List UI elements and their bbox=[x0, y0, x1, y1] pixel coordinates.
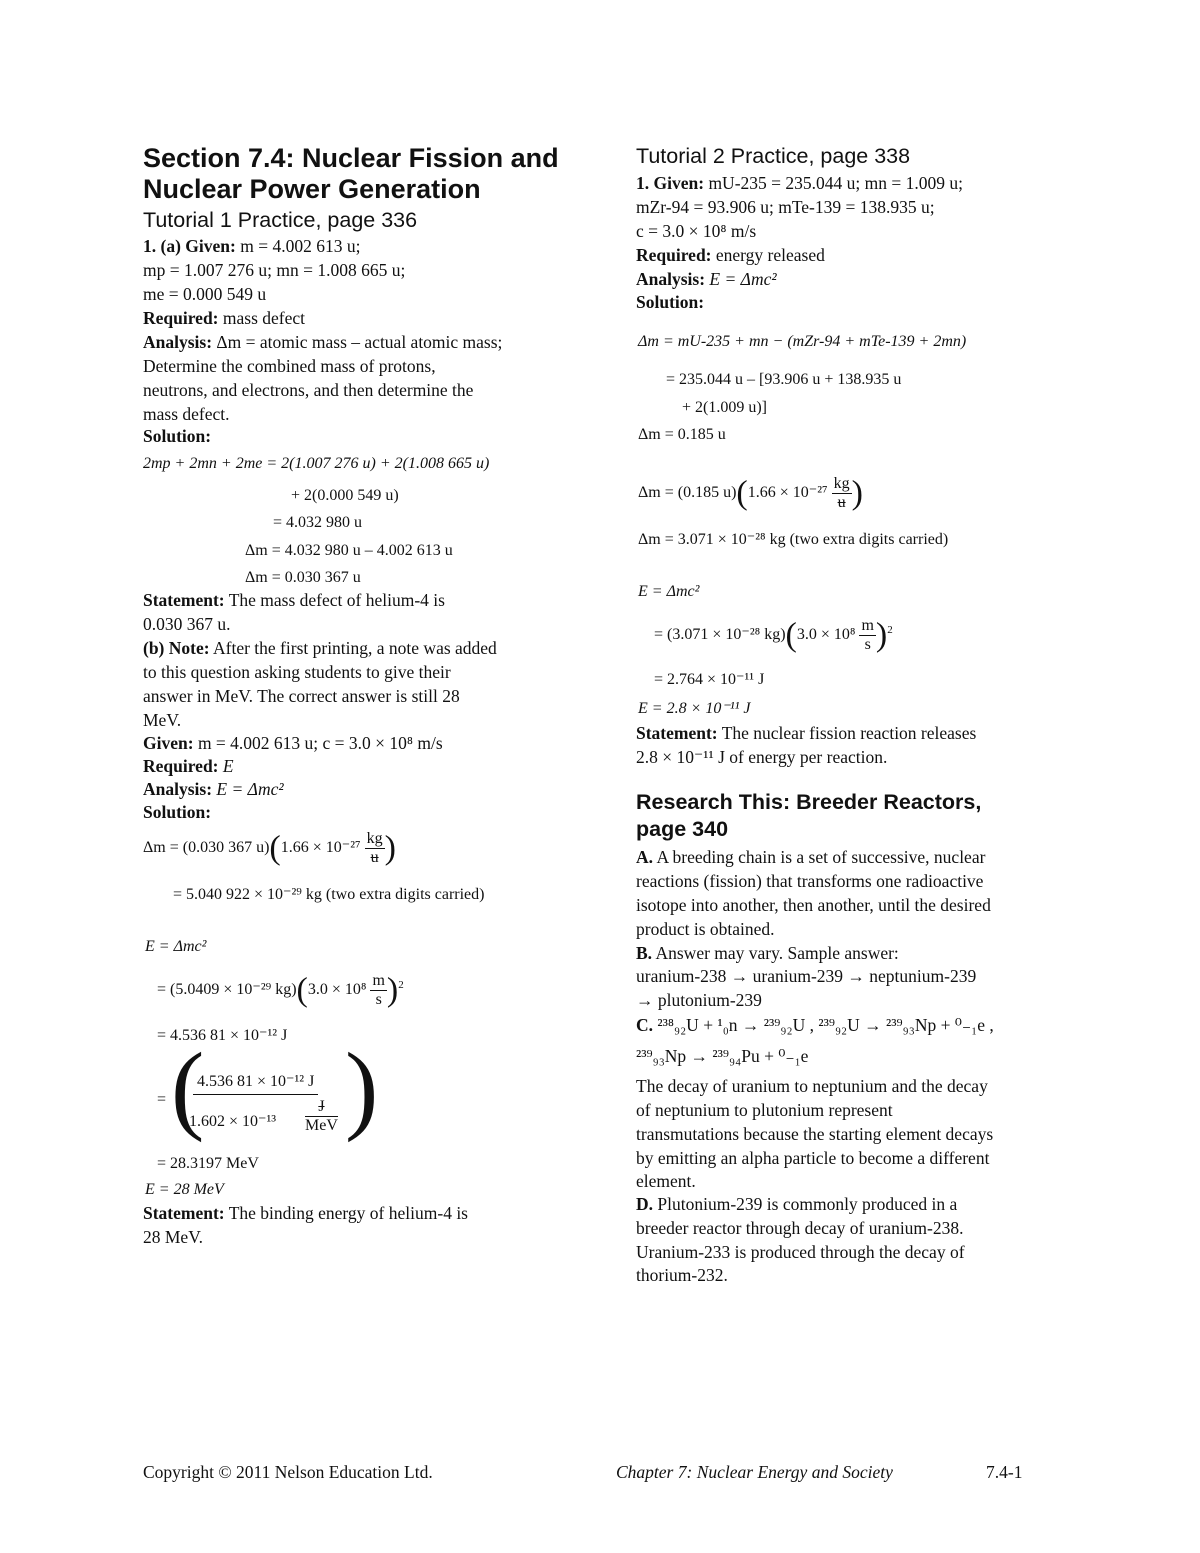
part-b-line3: answer in MeV. The correct answer is still 28 bbox=[143, 686, 460, 706]
part-c-text-line5: element. bbox=[636, 1171, 696, 1191]
analysis-line3: neutrons, and electrons, and then determine the bbox=[143, 380, 474, 400]
part-c-equation-line2: ²³⁹₉₃Np → ²³⁹₉₄Pu + ⁰₋₁e bbox=[636, 1046, 809, 1066]
tutorial-1-heading: Tutorial 1 Practice, page 336 bbox=[143, 208, 418, 232]
part-d-line3: Uranium-233 is produced through the decay of bbox=[636, 1242, 965, 1262]
required: Required: energy released bbox=[636, 245, 825, 265]
part-b-line3: → plutonium-239 bbox=[636, 990, 762, 1010]
q1-line3: c = 3.0 × 10⁸ m/s bbox=[636, 221, 757, 241]
statement-line2: 2.8 × 10⁻¹¹ J of energy per reaction. bbox=[636, 747, 888, 767]
part-c-equation-line1: C. ²³⁸₉₂U + ¹₀n → ²³⁹₉₂U , ²³⁹₉₂U → ²³⁹₉₃Np + ⁰₋₁e , bbox=[636, 1015, 994, 1035]
part-d-line2: breeder reactor through decay of uranium-238. bbox=[636, 1218, 964, 1238]
tutorial-2-heading: Tutorial 2 Practice, page 338 bbox=[636, 144, 911, 168]
part-d-line4: thorium-232. bbox=[636, 1265, 728, 1285]
footer-page-number: 7.4-1 bbox=[986, 1462, 1023, 1482]
part-c-text-line2: of neptunium to plutonium represent bbox=[636, 1100, 893, 1120]
part-a-line4: product is obtained. bbox=[636, 919, 775, 939]
part-b-line4: MeV. bbox=[143, 710, 182, 730]
given-line3: me = 0.000 549 u bbox=[143, 284, 267, 304]
equation-6: Δm = 3.071 × 10⁻²⁸ kg (two extra digits carried) bbox=[638, 531, 949, 548]
analysis-line4: mass defect. bbox=[143, 404, 230, 424]
equation-1: Δm = mU-235 + mn − (mZr-94 + mTe-139 + 2mn) bbox=[638, 333, 967, 350]
part-c-text-line1: The decay of uranium to neptunium and the decay bbox=[636, 1076, 988, 1096]
part-a-line1: A. A breeding chain is a set of successive, nuclear bbox=[636, 847, 986, 867]
equation-3: = 4.032 980 u bbox=[273, 514, 363, 531]
solution-2-label: Solution: bbox=[143, 802, 212, 822]
equation-1: 2mp + 2mn + 2me = 2(1.007 276 u) + 2(1.008 665 u) bbox=[143, 455, 490, 472]
equation-4: Δm = 4.032 980 u – 4.002 613 u bbox=[245, 542, 453, 559]
footer-chapter: Chapter 7: Nuclear Energy and Society bbox=[616, 1462, 893, 1482]
part-a-line3: isotope into another, then another, until the desired bbox=[636, 895, 991, 915]
statement-2-line1: Statement: The binding energy of helium-4 is bbox=[143, 1203, 468, 1223]
analysis: Analysis: E = Δmc² bbox=[636, 269, 777, 289]
equation-8: E = Δmc² bbox=[145, 938, 207, 955]
equation-6: Δm = (0.030 367 u)(1.66 × 10⁻²⁷ $\frac{kg}{u}$ ) bbox=[143, 829, 396, 867]
part-c-text-line4: by emitting an alpha particle to become a different bbox=[636, 1148, 990, 1168]
equation-2: + 2(0.000 549 u) bbox=[291, 487, 399, 504]
equation-8: = (3.071 × 10⁻²⁸ kg)(3.0 × 10⁸ $\frac{m}{s}$ )$^2$ bbox=[654, 616, 893, 654]
statement-line1: Statement: The nuclear fission reaction releases bbox=[636, 723, 977, 743]
required: Required: mass defect bbox=[143, 308, 306, 328]
required-2: Required: E bbox=[143, 756, 234, 776]
equation-5: Δm = (0.185 u)(1.66 × 10⁻²⁷ $\frac{kg}{u}$ ) bbox=[638, 474, 863, 512]
solution-label: Solution: bbox=[143, 426, 212, 446]
q1-given: 1. Given: mU-235 = 235.044 u; mn = 1.009 u; bbox=[636, 173, 963, 193]
q1a-given: 1. (a) Given: m = 4.002 613 u; bbox=[143, 236, 361, 256]
analysis-line1: Analysis: Δm = atomic mass – actual atomic mass; bbox=[143, 332, 503, 352]
analysis-2: Analysis: E = Δmc² bbox=[143, 779, 284, 799]
research-title-line1: Research This: Breeder Reactors, bbox=[636, 790, 982, 814]
equation-10: = 4.536 81 × 10⁻¹² J bbox=[157, 1027, 288, 1044]
statement-2-line2: 28 MeV. bbox=[143, 1227, 203, 1247]
equation-3: + 2(1.009 u)] bbox=[682, 399, 768, 416]
equation-10: E = 2.8 × 10⁻¹¹ J bbox=[638, 700, 751, 717]
section-title-line1: Section 7.4: Nuclear Fission and bbox=[143, 143, 559, 173]
equation-4: Δm = 0.185 u bbox=[638, 426, 726, 443]
part-b-line1: (b) Note: After the first printing, a note was added bbox=[143, 638, 497, 658]
given-line2: mp = 1.007 276 u; mn = 1.008 665 u; bbox=[143, 260, 406, 280]
q1-line2: mZr-94 = 93.906 u; mTe-139 = 138.935 u; bbox=[636, 197, 935, 217]
equation-9: = 2.764 × 10⁻¹¹ J bbox=[654, 671, 765, 688]
part-b-line1: B. Answer may vary. Sample answer: bbox=[636, 943, 899, 963]
equation-2: = 235.044 u – [93.906 u + 138.935 u bbox=[666, 371, 902, 388]
research-title-line2: page 340 bbox=[636, 817, 729, 841]
equation-9: = (5.0409 × 10⁻²⁹ kg)(3.0 × 10⁸ $\frac{m}{s}$ )$^2$ bbox=[157, 971, 404, 1009]
statement-line2: 0.030 367 u. bbox=[143, 614, 231, 634]
statement-line1: Statement: The mass defect of helium-4 is bbox=[143, 590, 445, 610]
part-a-line2: reactions (fission) that transforms one radioactive bbox=[636, 871, 984, 891]
section-title-line2: Nuclear Power Generation bbox=[143, 174, 481, 204]
equation-13: E = 28 MeV bbox=[145, 1181, 224, 1198]
equation-7: E = Δmc² bbox=[638, 583, 700, 600]
analysis-line2: Determine the combined mass of protons, bbox=[143, 356, 436, 376]
given-2: Given: m = 4.002 613 u; c = 3.0 × 10⁸ m/s bbox=[143, 733, 443, 753]
equation-12: = 28.3197 MeV bbox=[157, 1155, 259, 1172]
part-b-line2: to this question asking students to give their bbox=[143, 662, 451, 682]
fraction-kg-per-u: $\frac{kg}{u}$ bbox=[366, 830, 383, 866]
part-b-line2: uranium-238 → uranium-239 → neptunium-239 bbox=[636, 966, 977, 986]
footer-copyright: Copyright © 2011 Nelson Education Ltd. bbox=[143, 1462, 433, 1482]
part-d-line1: D. Plutonium-239 is commonly produced in a bbox=[636, 1194, 958, 1214]
part-c-text-line3: transmutations because the starting element decays bbox=[636, 1124, 994, 1144]
solution-label: Solution: bbox=[636, 292, 705, 312]
equation-5: Δm = 0.030 367 u bbox=[245, 569, 361, 586]
equation-7: = 5.040 922 × 10⁻²⁹ kg (two extra digits carried) bbox=[173, 886, 485, 903]
